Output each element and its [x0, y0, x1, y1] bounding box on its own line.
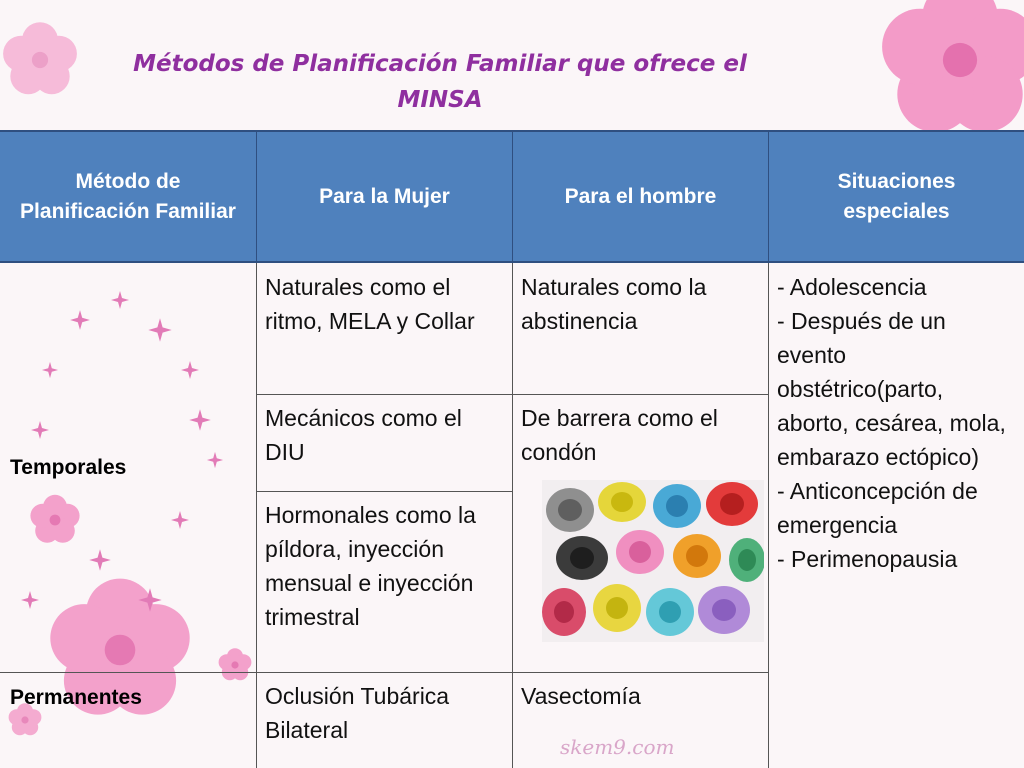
hombre-barrera-text: De barrera como el condón [521, 405, 718, 465]
mujer-naturales [257, 264, 512, 394]
situaciones-list [769, 264, 1024, 768]
situacion-item: - Anticoncepción de emergencia [777, 478, 978, 538]
flower-icon [882, 0, 1024, 132]
mujer-hormonales [257, 492, 512, 672]
mujer-mecanicos-text: Mecánicos como el DIU [265, 405, 462, 465]
hombre-naturales-text: Naturales como la abstinencia [521, 274, 707, 334]
mujer-permanente-text: Oclusión Tubárica Bilateral [265, 683, 450, 743]
permanentes-text: Permanentes [10, 686, 142, 709]
page-title [90, 46, 790, 118]
flower-icon [3, 22, 77, 94]
header-situaciones [768, 130, 1024, 263]
situacion-item: - Perimenopausia [777, 546, 958, 572]
header-metodo [0, 130, 256, 263]
header-mujer [256, 130, 512, 263]
header-hombre [512, 130, 768, 263]
title-line-2: MINSA [397, 87, 483, 113]
situacion-item: - Después de un evento obstétrico(parto, aborto, cesárea, mola, embarazo ectópico) [777, 308, 1006, 470]
situacion-item: - Adolescencia [777, 274, 927, 300]
condoms-image [542, 480, 764, 642]
methods-table [0, 130, 1024, 768]
header-mujer-label: Para la Mujer [319, 184, 450, 208]
title-line-1: Métodos de Planificación Familiar que ofrece el [133, 51, 747, 77]
row-label-temporales [0, 263, 256, 672]
hombre-naturales [513, 264, 768, 394]
header-situaciones-label: Situaciones especiales [837, 169, 956, 223]
mujer-mecanicos [257, 395, 512, 491]
header-hombre-label: Para el hombre [564, 184, 717, 208]
watermark: skem9.com [560, 735, 675, 759]
row-label-permanentes [0, 673, 256, 723]
temporales-text: Temporales [10, 455, 127, 479]
mujer-naturales-text: Naturales como el ritmo, MELA y Collar [265, 274, 475, 334]
hombre-permanente-text: Vasectomía [521, 683, 641, 709]
header-metodo-label: Método de Planificación Familiar [20, 169, 236, 223]
mujer-hormonales-text: Hormonales como la píldora, inyección mensual e inyección trimestral [265, 502, 476, 630]
mujer-permanente [257, 673, 512, 768]
